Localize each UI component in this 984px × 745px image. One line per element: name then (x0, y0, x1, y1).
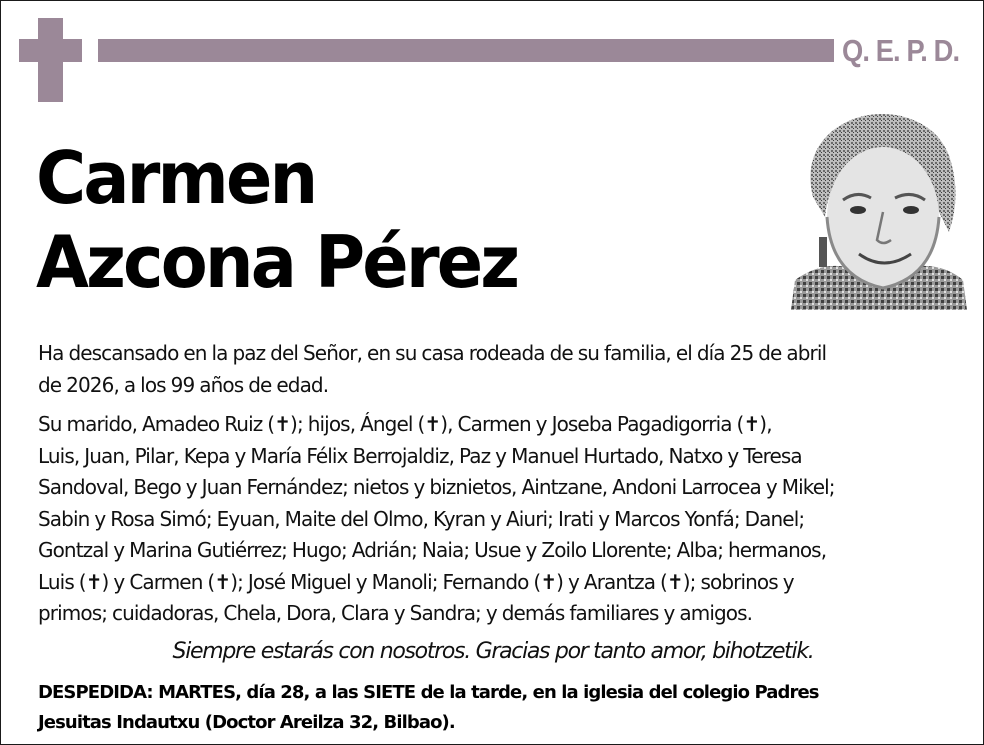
farewell-details (38, 678, 968, 738)
portrait-illustration (791, 102, 967, 310)
portrait-photo (791, 102, 967, 310)
first-name: Carmen (36, 136, 316, 220)
surnames: Azcona Pérez (36, 220, 518, 304)
cross-horizontal-bar (19, 39, 82, 62)
family-line: primos; cuidadoras, Chela, Dora, Clara y Sandra; y demás familiares y amigos. (38, 601, 753, 625)
farewell-line: Jesuitas Indautxu (Doctor Areilza 32, Bilbao). (38, 712, 455, 733)
family-line: Gontzal y Marina Gutiérrez; Hugo; Adrián; Naia; Usue y Zoilo Llorente; Alba; hermanos, (38, 538, 827, 562)
memorial-motto: Siempre estarás con nosotros. Gracias por tanto amor, bihotzetik. (172, 639, 814, 664)
family-line: Sabin y Rosa Simó; Eyuan, Maite del Olmo, Kyran y Aiuri; Irati y Marcos Yonfá; Danel; (38, 506, 805, 531)
announcement-line: Ha descansado en la paz del Señor, en su casa rodeada de su familia, el día 25 de abril (38, 341, 827, 365)
announcement-line: de 2026, a los 99 años de edad. (38, 372, 329, 397)
farewell-line: DESPEDIDA: MARTES, día 28, a las SIETE de la tarde, en la iglesia del colegio Padres (38, 682, 819, 703)
qepd-badge: Q. E. P. D. (842, 33, 960, 68)
family-paragraph (38, 409, 968, 630)
family-line: Su marido, Amadeo Ruiz (✝); hijos, Ángel (✝), Carmen y Joseba Pagadigorria (✝), (38, 412, 772, 436)
announcement-paragraph (38, 338, 968, 401)
family-line: Sandoval, Bego y Juan Fernández; nietos y biznietos, Aintzane, Andoni Larrocea y Mikel; (38, 475, 835, 499)
family-line: Luis, Juan, Pilar, Kepa y María Félix Berrojaldiz, Paz y Manuel Hurtado, Natxo y Teresa (38, 443, 802, 468)
family-line: Luis (✝) y Carmen (✝); José Miguel y Manoli; Fernando (✝) y Arantza (✝); sobrinos y (38, 569, 794, 594)
deceased-name (36, 136, 517, 304)
header-rule (98, 39, 834, 62)
